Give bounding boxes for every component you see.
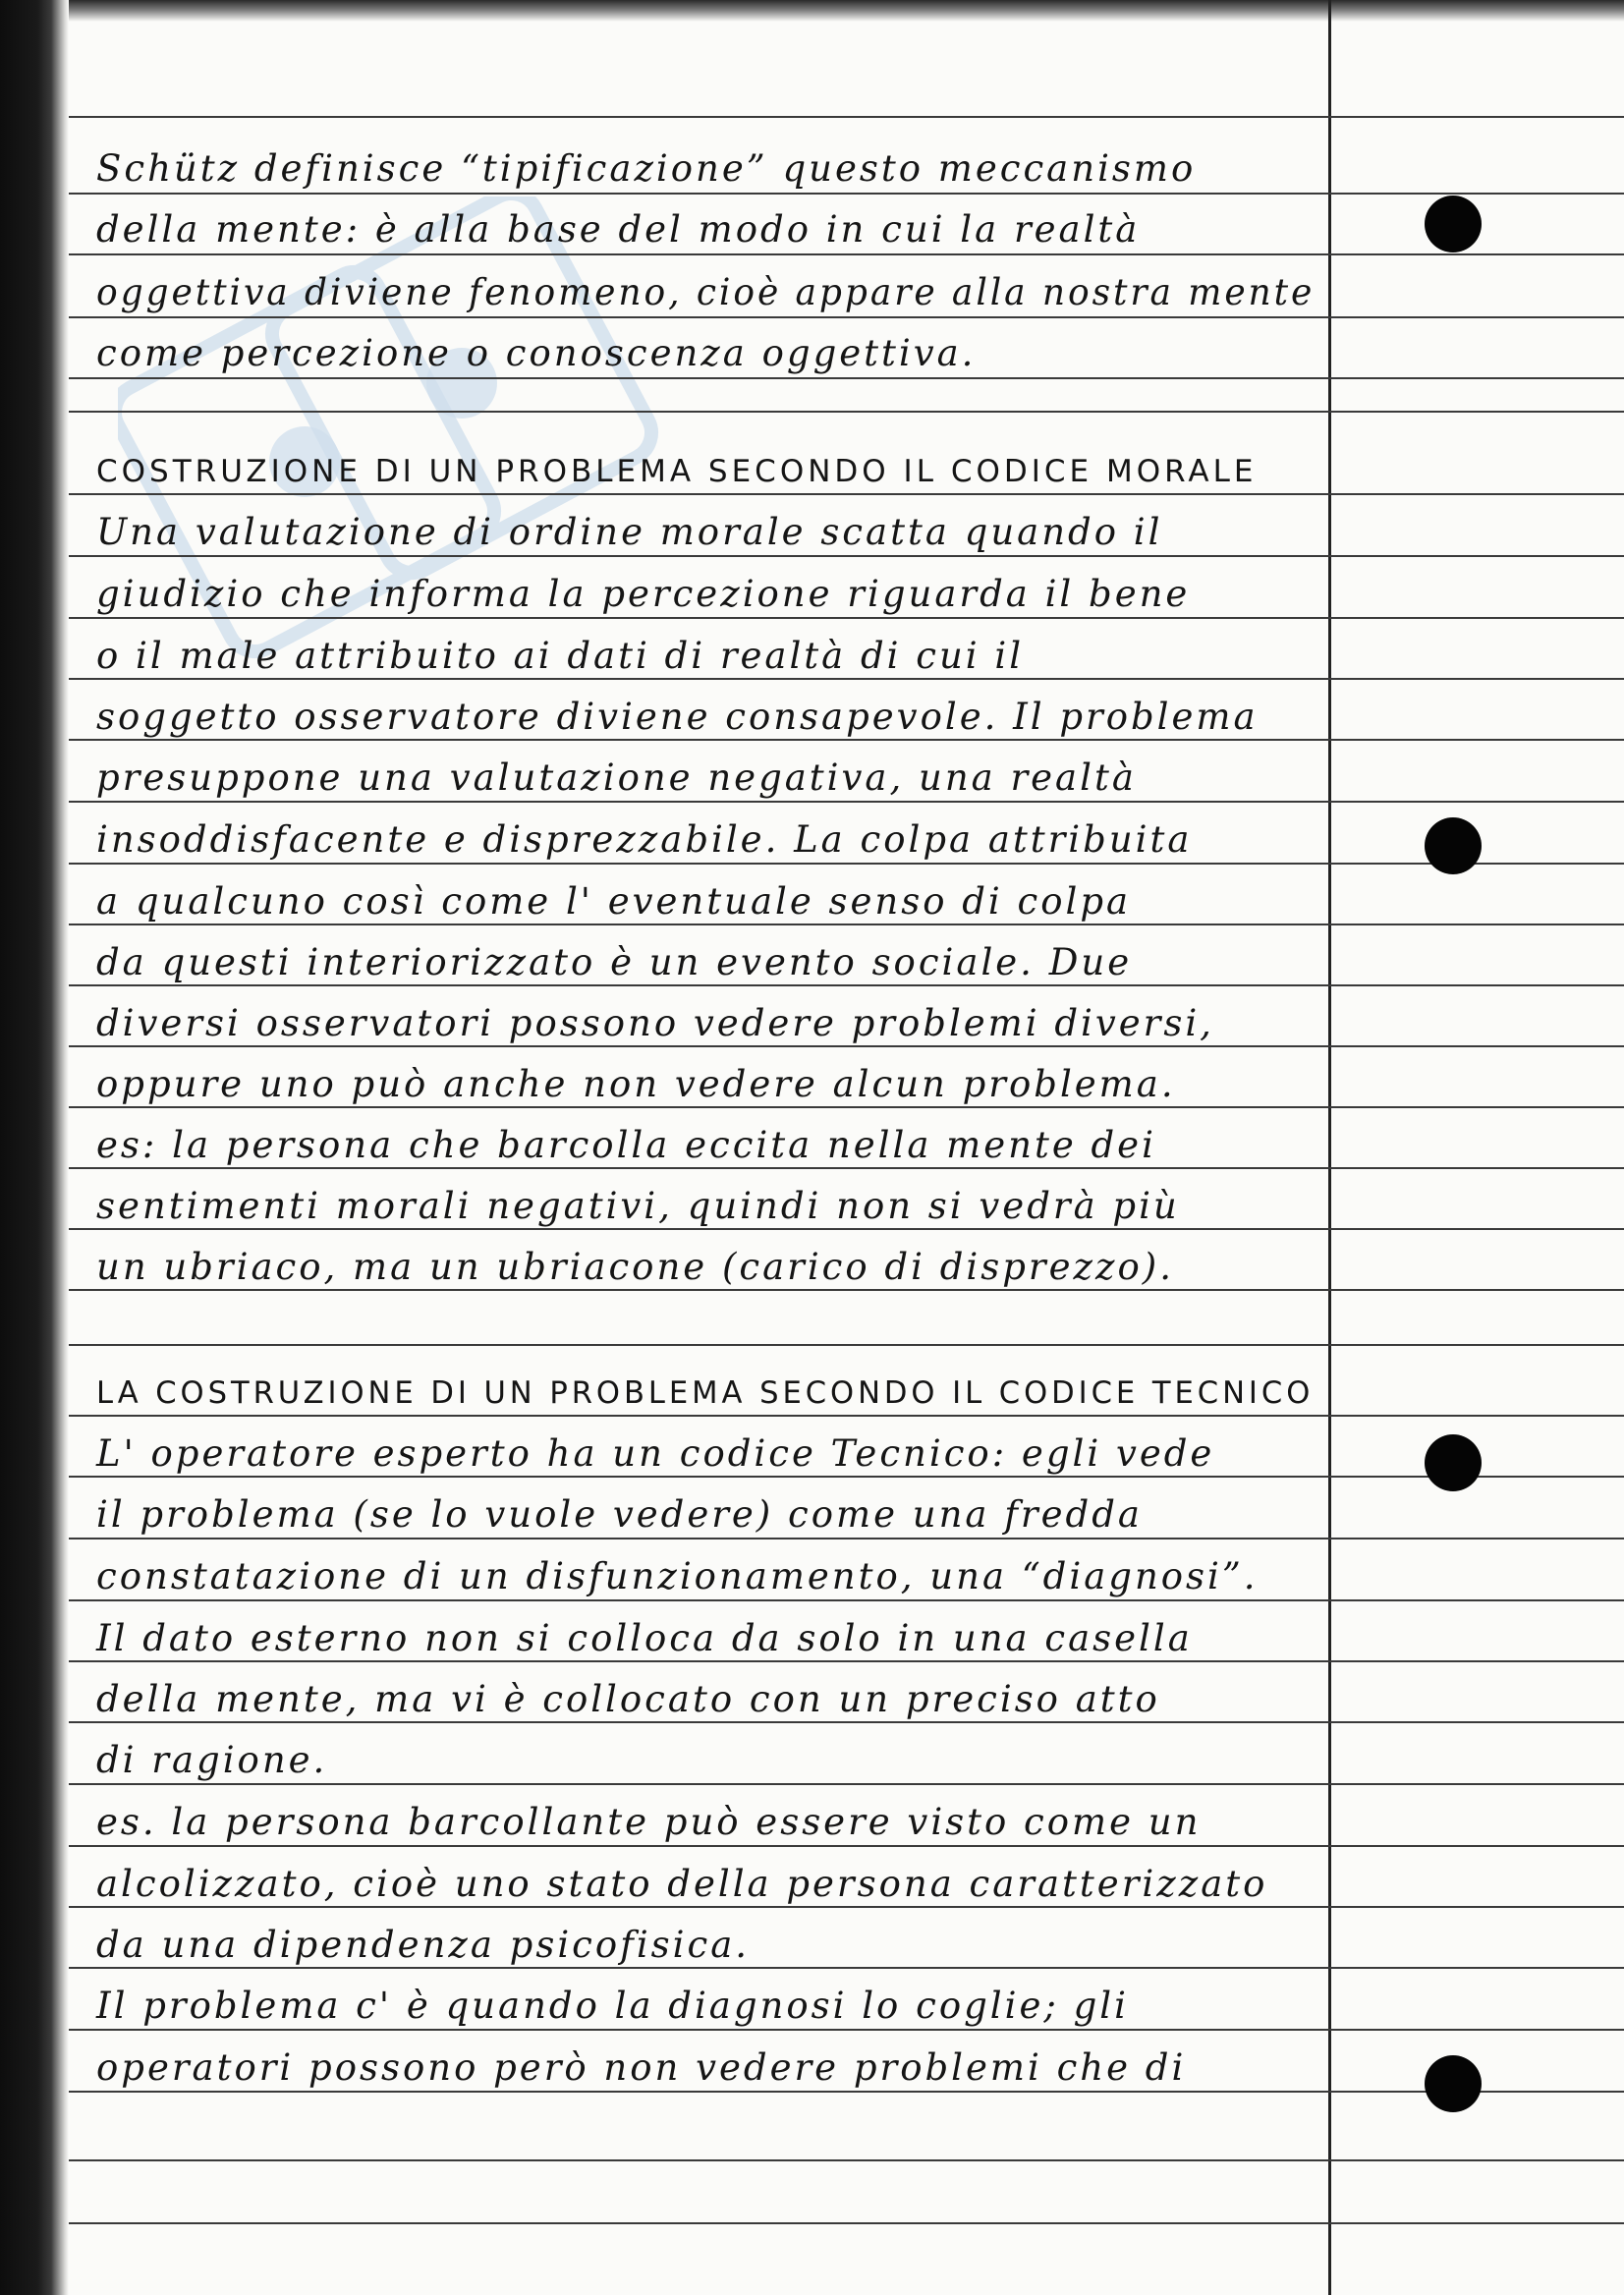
- text-line: presuppone una valutazione negativa, una realtà: [96, 756, 1137, 799]
- ruled-line: [69, 2029, 1624, 2031]
- binding-edge: [0, 0, 69, 2295]
- ruled-line: [69, 1344, 1624, 1346]
- text-line: Il problema c' è quando la diagnosi lo coglie; gli: [96, 1985, 1129, 2027]
- text-line: della mente, ma vi è collocato con un preciso atto: [96, 1678, 1160, 1720]
- ruled-line: [69, 555, 1624, 557]
- ruled-line: [69, 617, 1624, 619]
- text-line: sentimenti morali negativi, quindi non si vedrà più: [96, 1185, 1180, 1227]
- ruled-line: [69, 411, 1624, 413]
- binder-hole: [1425, 817, 1482, 874]
- text-line: es. la persona barcollante può essere visto come un: [96, 1801, 1202, 1843]
- ruled-line: [69, 2222, 1624, 2224]
- text-line: Schütz definisce “tipificazione” questo meccanismo: [96, 147, 1197, 190]
- binder-hole: [1425, 2055, 1482, 2112]
- ruled-line: [69, 1106, 1624, 1108]
- ruled-line: [69, 984, 1624, 986]
- ruled-line: [69, 1967, 1624, 1969]
- text-line: Una valutazione di ordine morale scatta quando il: [96, 511, 1163, 553]
- ruled-line: [69, 493, 1624, 495]
- ruled-line: [69, 1721, 1624, 1723]
- ruled-line: [69, 253, 1624, 255]
- ruled-line: [69, 1228, 1624, 1230]
- binder-hole: [1425, 1434, 1482, 1491]
- margin-line: [1328, 0, 1331, 2295]
- text-line: soggetto osservatore diviene consapevole. Il problema: [96, 696, 1259, 738]
- ruled-line: [69, 1045, 1624, 1047]
- text-line: diversi osservatori possono vedere problemi diversi,: [96, 1002, 1214, 1044]
- text-line: della mente: è alla base del modo in cui la realtà: [96, 208, 1141, 251]
- text-line: insoddisfacente e disprezzabile. La colpa attribuita: [96, 818, 1193, 861]
- scan-top-edge: [0, 0, 1624, 22]
- text-line: di ragione.: [96, 1739, 328, 1781]
- binder-hole: [1425, 196, 1482, 252]
- ruled-line: [69, 2159, 1624, 2161]
- section-heading-technical: LA COSTRUZIONE DI UN PROBLEMA SECONDO IL CODICE TECNICO: [96, 1375, 1315, 1411]
- ruled-line: [69, 1599, 1624, 1601]
- text-line: come percezione o conoscenza oggettiva.: [96, 332, 977, 374]
- ruled-line: [69, 1476, 1624, 1478]
- ruled-line: [69, 924, 1624, 925]
- ruled-line: [69, 1783, 1624, 1785]
- text-line: un ubriaco, ma un ubriacone (carico di disprezzo).: [96, 1246, 1174, 1288]
- ruled-line: [69, 863, 1624, 865]
- ruled-line: [69, 678, 1624, 680]
- text-line: giudizio che informa la percezione riguarda il bene: [96, 573, 1191, 615]
- text-line: il problema (se lo vuole vedere) come una fredda: [96, 1493, 1143, 1536]
- text-line: oggettiva diviene fenomeno, cioè appare alla nostra mente: [96, 271, 1316, 313]
- ruled-line: [69, 739, 1624, 741]
- text-line: oppure uno può anche non vedere alcun problema.: [96, 1063, 1176, 1105]
- section-heading-moral: COSTRUZIONE DI UN PROBLEMA SECONDO IL CODICE MORALE: [96, 454, 1258, 489]
- ruled-line: [69, 1415, 1624, 1417]
- ruled-line: [69, 377, 1624, 379]
- text-line: L' operatore esperto ha un codice Tecnico: egli vede: [96, 1432, 1215, 1475]
- ruled-line: [69, 2091, 1624, 2093]
- ruled-line: [69, 1289, 1624, 1291]
- ruled-line: [69, 1845, 1624, 1847]
- ruled-line: [69, 1660, 1624, 1662]
- text-line: o il male attribuito ai dati di realtà di cui il: [96, 635, 1025, 677]
- ruled-line: [69, 193, 1624, 195]
- ruled-line: [69, 801, 1624, 803]
- ruled-line: [69, 1538, 1624, 1539]
- text-line: da questi interiorizzato è un evento sociale. Due: [96, 941, 1133, 983]
- text-line: alcolizzato, cioè uno stato della persona caratterizzato: [96, 1863, 1268, 1905]
- text-line: a qualcuno così come l' eventuale senso di colpa: [96, 880, 1132, 923]
- text-line: Il dato esterno non si colloca da solo in una casella: [96, 1617, 1193, 1659]
- ruled-line: [69, 116, 1624, 118]
- text-line: da una dipendenza psicofisica.: [96, 1924, 751, 1966]
- text-line: es: la persona che barcolla eccita nella mente dei: [96, 1124, 1156, 1166]
- ruled-line: [69, 1167, 1624, 1169]
- text-line: constatazione di un disfunzionamento, una “diagnosi”.: [96, 1555, 1259, 1597]
- ruled-line: [69, 316, 1624, 318]
- text-line: operatori possono però non vedere problemi che di: [96, 2046, 1187, 2089]
- ruled-line: [69, 1906, 1624, 1908]
